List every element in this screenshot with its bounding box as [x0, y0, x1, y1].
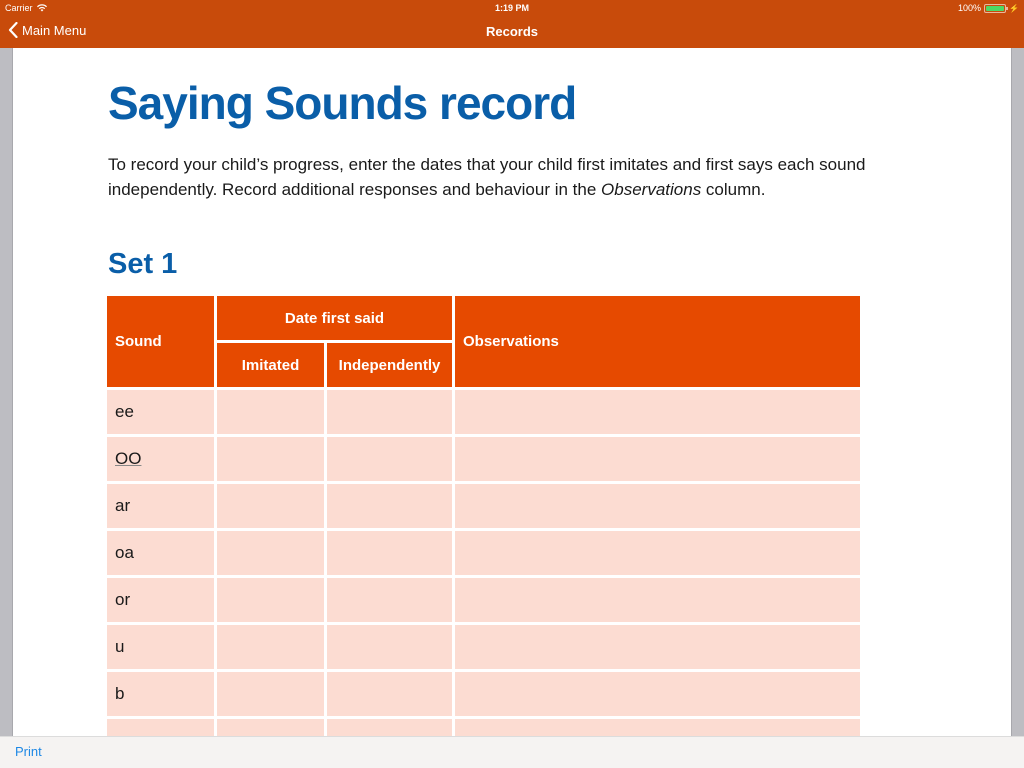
imitated-cell[interactable]	[217, 672, 324, 716]
bolt-icon: ⚡	[1009, 3, 1019, 13]
back-button-label: Main Menu	[22, 22, 87, 38]
set-title: Set 1	[108, 248, 178, 280]
independently-cell[interactable]	[327, 437, 452, 481]
imitated-cell[interactable]	[217, 578, 324, 622]
document-page[interactable]	[13, 48, 1011, 736]
sound-cell: ee	[107, 390, 214, 434]
battery-icon	[984, 4, 1006, 13]
intro-text-1: To record your child’s progress, enter the dates that your child first imitates and first says each sound independently. Record additional responses and behaviour in the	[108, 155, 866, 199]
battery-status	[958, 3, 1019, 13]
independently-cell[interactable]	[327, 531, 452, 575]
intro-paragraph	[108, 152, 868, 202]
table-row	[107, 390, 860, 434]
header-imitated: Imitated	[217, 343, 324, 387]
imitated-cell[interactable]	[217, 531, 324, 575]
independently-cell[interactable]	[327, 625, 452, 669]
page-title: Saying Sounds record	[108, 77, 577, 129]
imitated-cell[interactable]	[217, 719, 324, 736]
observations-cell[interactable]	[455, 578, 860, 622]
imitated-cell[interactable]	[217, 437, 324, 481]
imitated-cell[interactable]	[217, 484, 324, 528]
top-bar	[0, 0, 1024, 48]
header-observations: Observations	[455, 296, 860, 387]
clock: 1:19 PM	[494, 3, 529, 13]
header-independently: Independently	[327, 343, 452, 387]
battery-percent: 100%	[958, 3, 982, 13]
observations-cell[interactable]	[455, 531, 860, 575]
sound-cell: oa	[107, 531, 214, 575]
imitated-cell[interactable]	[217, 625, 324, 669]
intro-text-2: column.	[701, 180, 766, 199]
navigation-bar	[0, 16, 1024, 48]
independently-cell[interactable]	[327, 578, 452, 622]
sound-label: OO	[115, 449, 142, 468]
sound-cell	[107, 719, 214, 736]
observations-cell[interactable]	[455, 719, 860, 736]
independently-cell[interactable]	[327, 672, 452, 716]
sound-cell: ar	[107, 484, 214, 528]
intro-text-italic: Observations	[601, 180, 702, 199]
observations-cell[interactable]	[455, 390, 860, 434]
observations-cell[interactable]	[455, 625, 860, 669]
carrier-label: Carrier	[5, 3, 33, 13]
observations-cell[interactable]	[455, 484, 860, 528]
status-bar	[0, 0, 1024, 16]
header-date-first-said: Date first said	[217, 296, 452, 340]
table-row	[107, 719, 860, 736]
independently-cell[interactable]	[327, 484, 452, 528]
sound-cell	[107, 437, 214, 481]
table-row	[107, 625, 860, 669]
sound-cell: u	[107, 625, 214, 669]
table-row	[107, 437, 860, 481]
table-row	[107, 578, 860, 622]
independently-cell[interactable]	[327, 719, 452, 736]
independently-cell[interactable]	[327, 390, 452, 434]
record-table	[104, 293, 863, 736]
bottom-toolbar	[0, 736, 1024, 768]
print-button[interactable]: Print	[15, 744, 42, 759]
sound-cell: or	[107, 578, 214, 622]
observations-cell[interactable]	[455, 437, 860, 481]
imitated-cell[interactable]	[217, 390, 324, 434]
sound-cell: b	[107, 672, 214, 716]
header-sound: Sound	[107, 296, 214, 387]
table-row	[107, 484, 860, 528]
table-row	[107, 672, 860, 716]
observations-cell[interactable]	[455, 672, 860, 716]
nav-title: Records	[485, 24, 539, 39]
table-row	[107, 531, 860, 575]
